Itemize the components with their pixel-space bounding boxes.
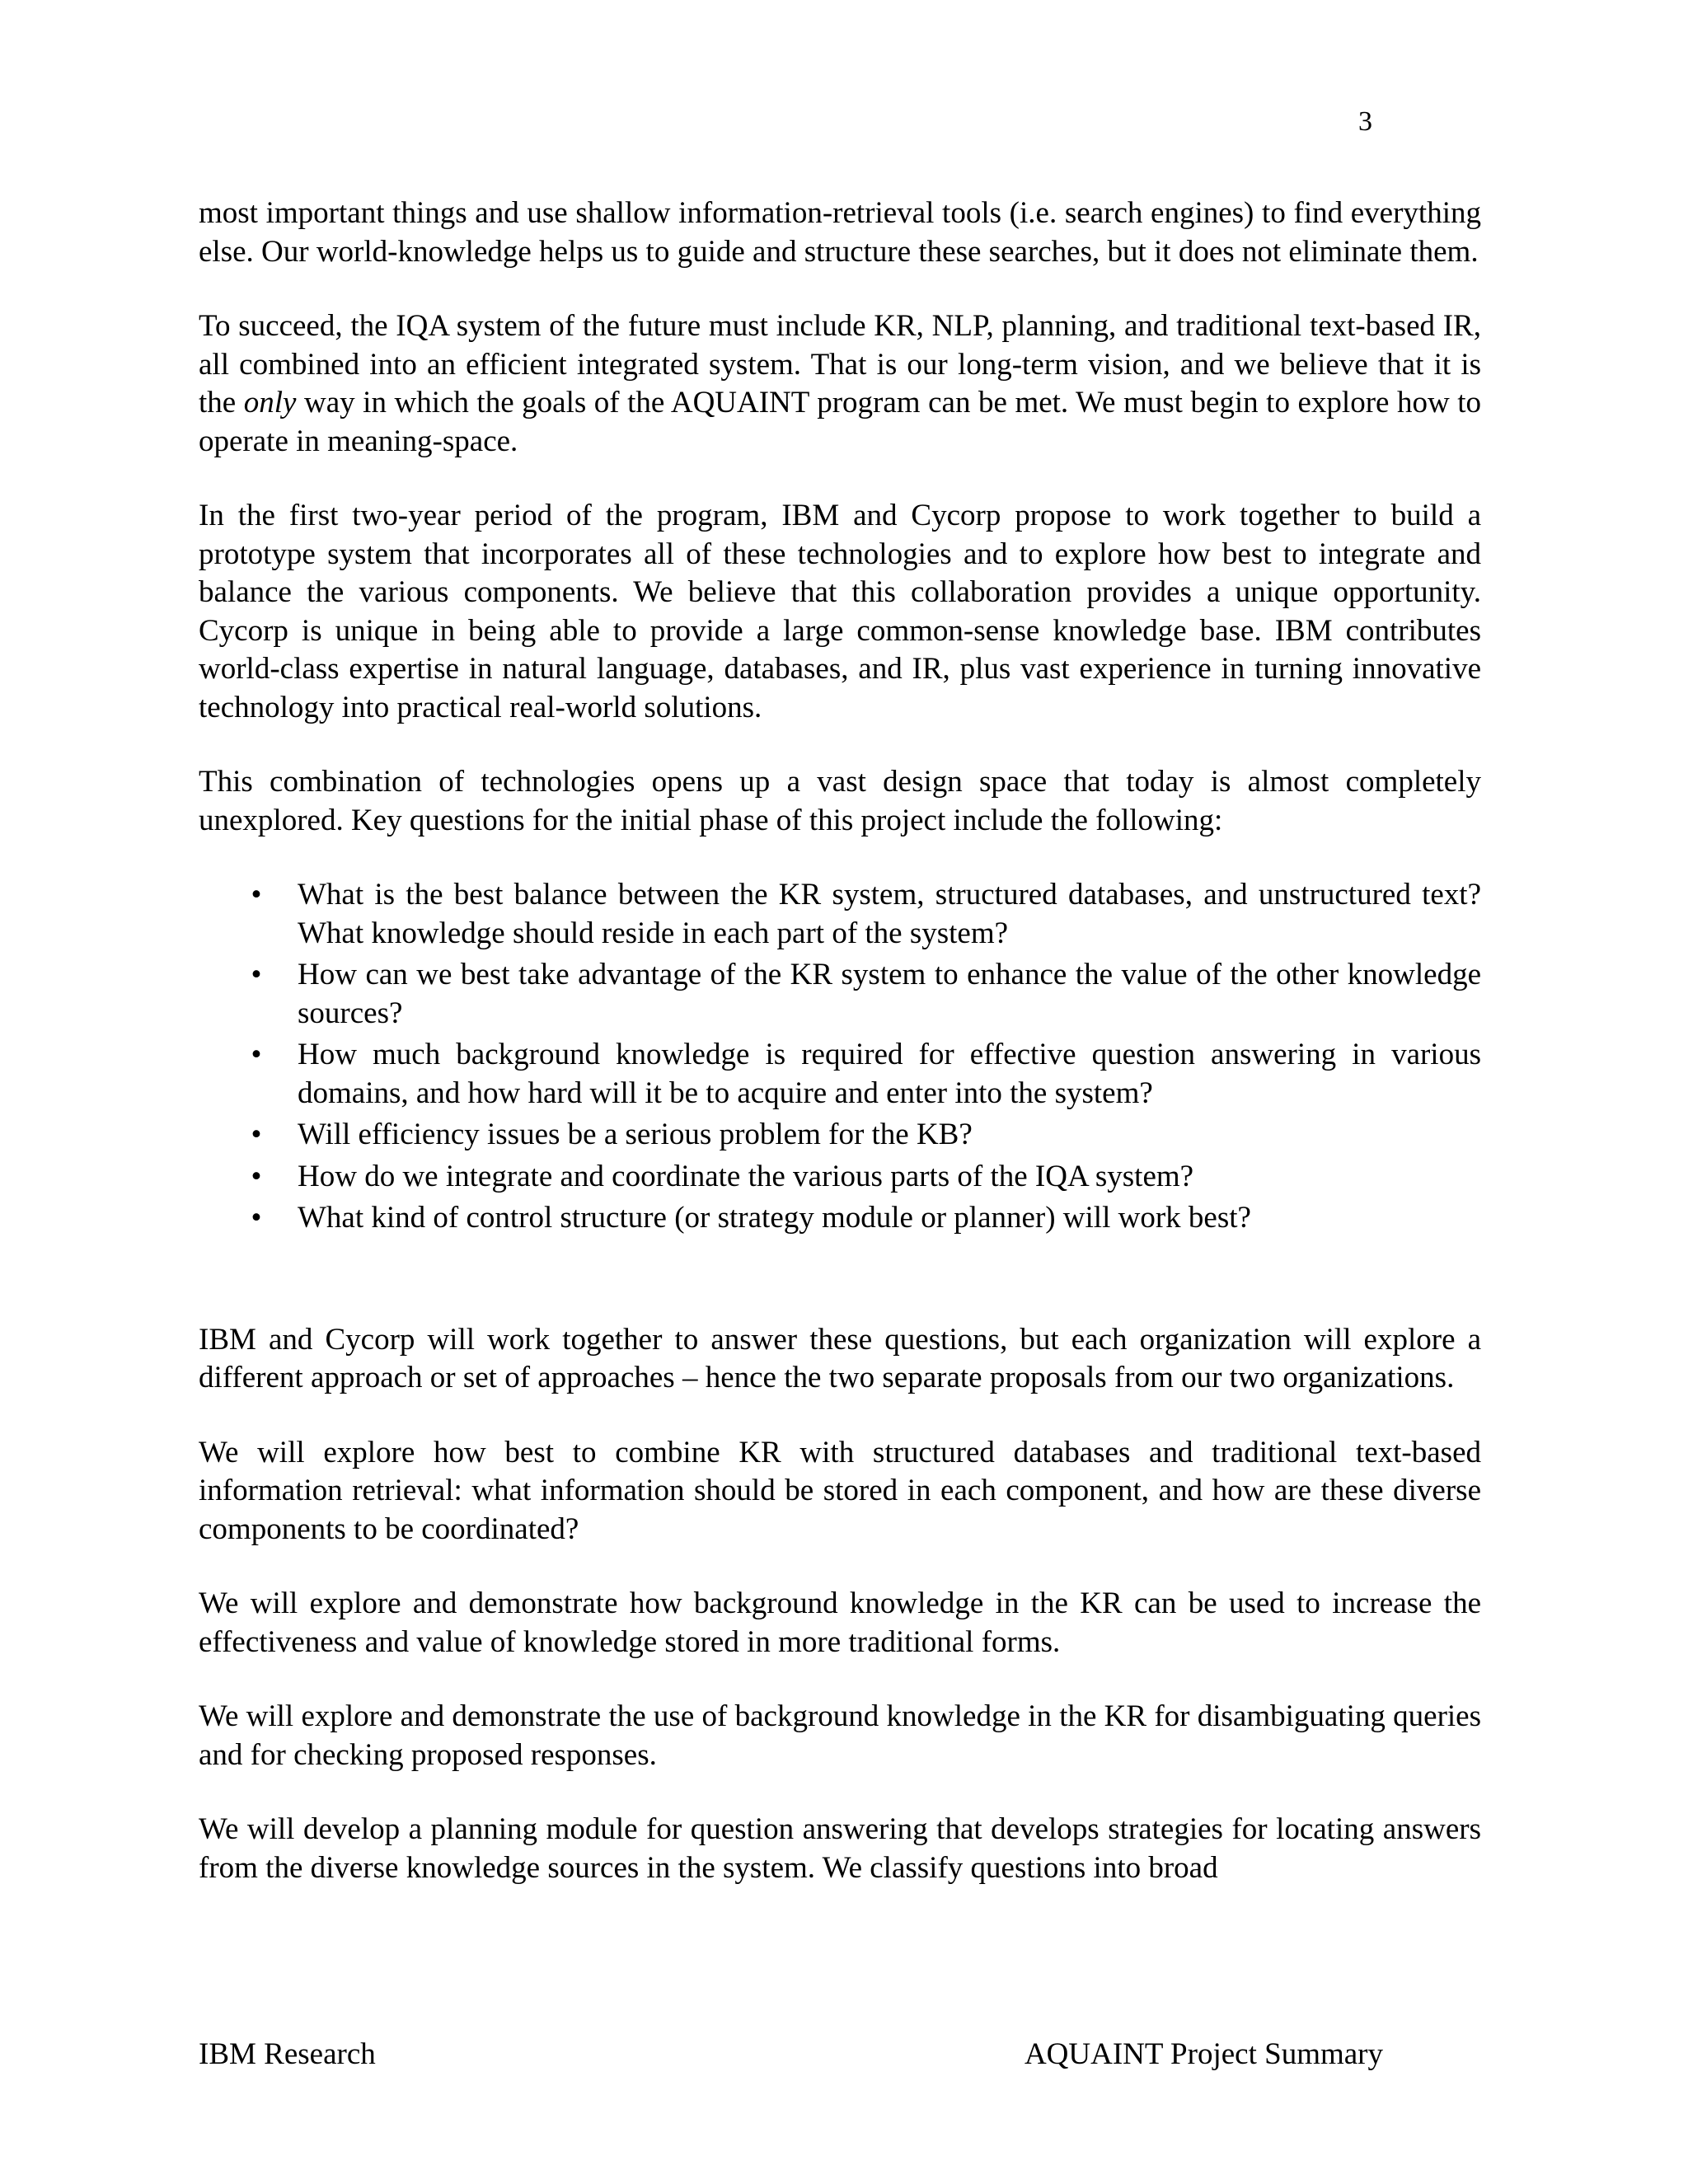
paragraph-combine-kr: We will explore how best to combine KR with structured databases and traditional text-based information retrieval: what information should be stored in each component, and how are these diverse components to be coordinated? [199,1435,1481,1546]
vision-emphasis: only [243,386,297,419]
document-body [199,194,1481,1924]
footer-document-title: AQUAINT Project Summary [1024,2037,1383,2071]
list-item-text: What is the best balance between the KR system, structured databases, and unstructured text? What knowledge should reside in each part of the system? [298,878,1481,950]
page-number: 3 [1358,106,1372,137]
footer-organization: IBM Research [199,2037,376,2071]
list-item [199,1116,1481,1155]
paragraph-background-knowledge: We will explore and demonstrate how background knowledge in the KR can be used to increase the effectiveness and value of knowledge stored in more traditional forms. [199,1586,1481,1659]
bullet-icon: • [251,958,262,991]
list-item [199,1199,1481,1238]
vision-text-end: way in which the goals of the AQUAINT program can be met. We must begin to explore how to operate in meaning-space. [199,386,1482,458]
list-item [199,876,1481,953]
bullet-icon: • [251,1038,262,1071]
list-item-text: How do we integrate and coordinate the various parts of the IQA system? [298,1159,1194,1193]
paragraph-long-term-vision [199,307,1481,461]
key-questions-list [199,876,1481,1238]
paragraph-search-engines: most important things and use shallow information-retrieval tools (i.e. search engines) to find everything else. Our world-knowledge helps us to guide and structure these searches, but it does not eliminate them. [199,196,1481,269]
list-item-text: What kind of control structure (or strategy module or planner) will work best? [298,1201,1251,1235]
bullet-icon: • [251,1118,262,1151]
paragraph-planning-module: We will develop a planning module for question answering that develops strategies for locating answers from the diverse knowledge sources in the system. We classify questions into broad [199,1812,1481,1885]
list-item [199,1158,1481,1197]
bullet-icon: • [251,1201,262,1235]
list-item-text: How can we best take advantage of the KR system to enhance the value of the other knowledge sources? [298,958,1481,1030]
paragraph-disambiguating-queries: We will explore and demonstrate the use of background knowledge in the KR for disambiguating queries and for checking proposed responses. [199,1699,1481,1772]
list-item-text: How much background knowledge is required for effective question answering in various domains, and how hard will it be to acquire and enter into the system? [298,1038,1481,1110]
vision-text-start: To succeed, the IQA system of the future must include KR, NLP, planning, and traditional text-based IR, all combined into an efficient integrated system. That is our long-term vision, and we believe that it is the [199,309,1481,419]
list-item [199,956,1481,1033]
list-item [199,1036,1481,1113]
paragraph-design-space: This combination of technologies opens up a vast design space that today is almost completely unexplored. Key questions for the initial phase of this project include the following: [199,765,1481,837]
paragraph-separate-proposals: IBM and Cycorp will work together to answer these questions, but each organization will explore a different approach or set of approaches – hence the two separate proposals from our two organizations. [199,1322,1481,1394]
bullet-icon: • [251,878,262,912]
paragraph-collaboration: In the first two-year period of the program, IBM and Cycorp propose to work together to build a prototype system that incorporates all of these technologies and to explore how best to integrate and balance the various components. We believe that this collaboration provides a unique opportunity. Cycorp is unique in being able to provide a large common-sense knowledge base. IBM contributes world-class expertise in natural language, databases, and IR, plus vast experience in turning innovative technology into practical real-world solutions. [199,499,1481,724]
list-item-text: Will efficiency issues be a serious problem for the KB? [298,1118,973,1151]
bullet-icon: • [251,1159,262,1193]
